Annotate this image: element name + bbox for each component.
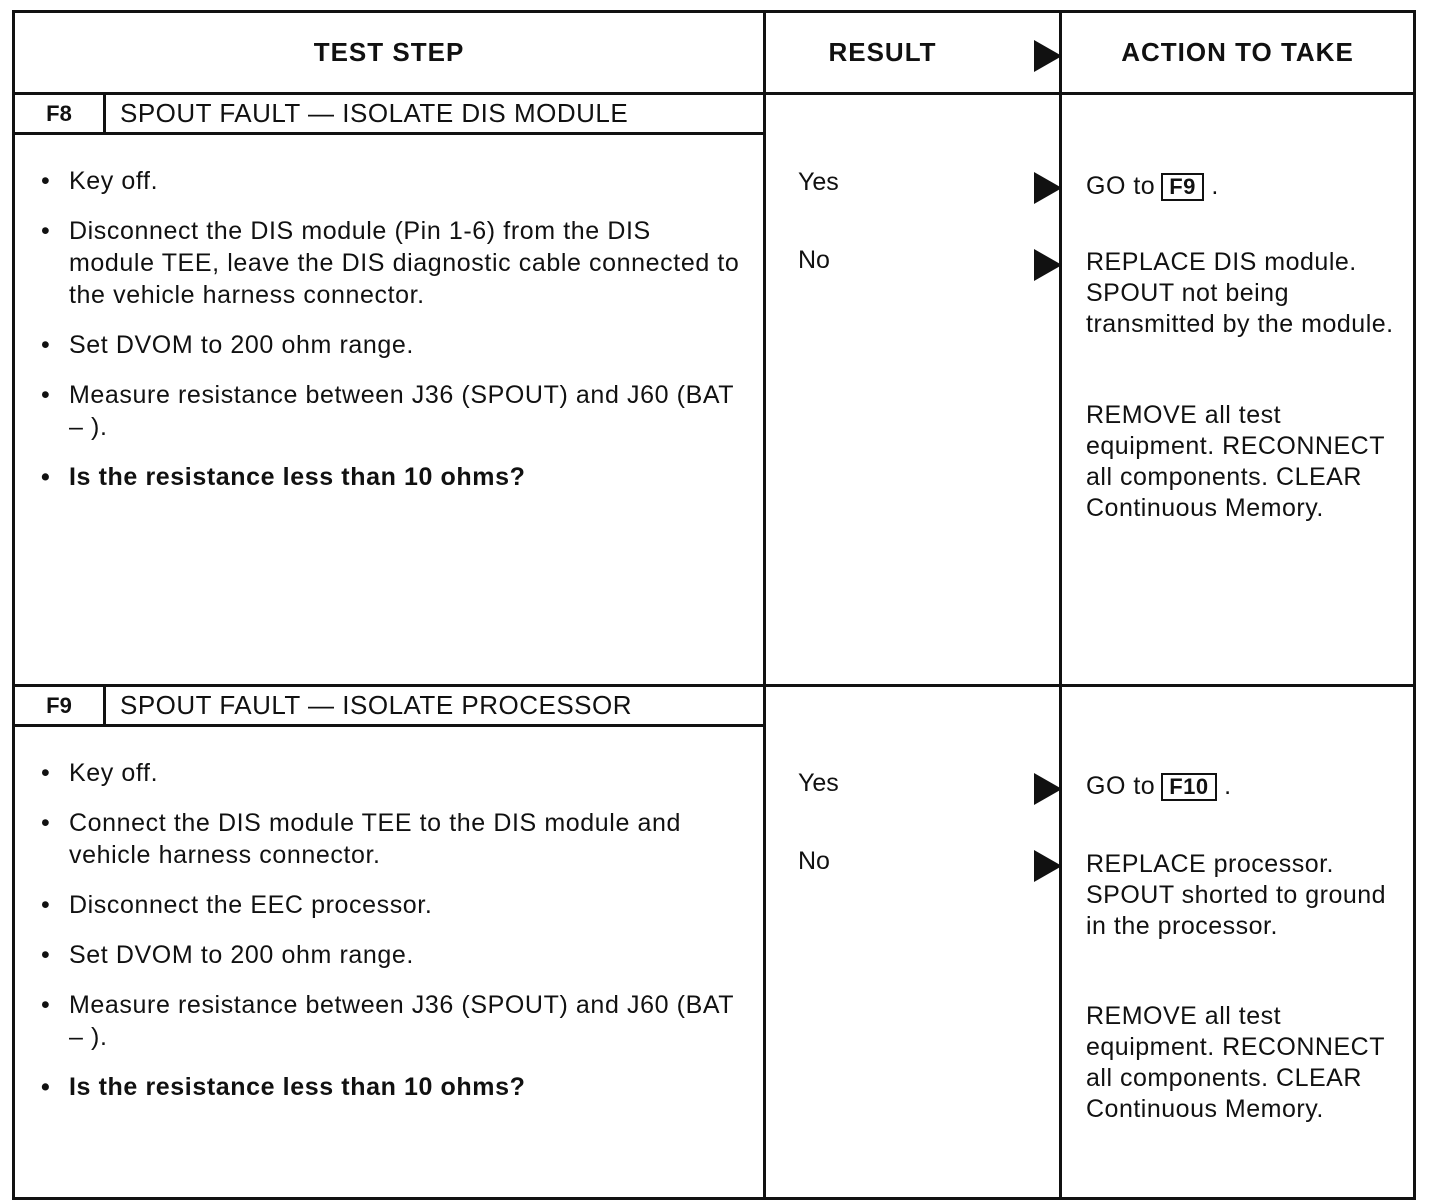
result-no: No [798, 847, 830, 875]
instruction-item: • Disconnect the DIS module (Pin 1-6) from the DIS module TEE, leave the DIS diagnostic cable connected to the vehicle harness connector. [41, 215, 741, 311]
result-no: No [798, 246, 830, 274]
arrow-right-icon [1034, 773, 1062, 805]
goto-step-link[interactable]: F10 [1161, 773, 1216, 801]
step-column [15, 95, 766, 684]
step-id: F8 [15, 95, 106, 132]
step-instructions [41, 757, 741, 1121]
action-no-cleanup: REMOVE all test equipment. RECONNECT all components. CLEAR Continuous Memory. [1086, 401, 1385, 522]
action-column [1062, 95, 1413, 684]
action-column [1062, 687, 1413, 1197]
step-title-row [15, 687, 766, 727]
action-no-replace: REPLACE DIS module. SPOUT not being transmitted by the module. [1086, 248, 1394, 338]
action-yes [1086, 171, 1406, 202]
instruction-item: • Measure resistance between J36 (SPOUT) and J60 (BAT – ). [41, 379, 741, 443]
action-no-replace: REPLACE processor. SPOUT shorted to ground in the processor. [1086, 850, 1387, 940]
header-result [766, 13, 1062, 95]
goto-step-link[interactable]: F9 [1161, 173, 1204, 201]
step-id: F9 [15, 687, 106, 724]
header-result-label: RESULT [828, 37, 937, 67]
step-title: SPOUT FAULT — ISOLATE PROCESSOR [120, 690, 633, 720]
step-block-f9 [15, 687, 1413, 1197]
result-yes: Yes [798, 168, 839, 196]
instruction-item: • Set DVOM to 200 ohm range. [41, 329, 741, 361]
instruction-item: • Set DVOM to 200 ohm range. [41, 939, 741, 971]
goto-prefix: GO to [1086, 172, 1156, 200]
goto-prefix: GO to [1086, 772, 1156, 800]
arrow-right-icon [1034, 172, 1062, 204]
arrow-right-icon [1034, 850, 1062, 882]
arrow-right-icon [1034, 40, 1062, 72]
goto-suffix: . [1224, 772, 1232, 800]
result-yes: Yes [798, 769, 839, 797]
result-column [766, 95, 1062, 684]
header-action [1062, 13, 1413, 95]
arrow-right-icon [1034, 249, 1062, 281]
goto-suffix: . [1211, 172, 1219, 200]
diagnostic-table [12, 10, 1416, 1200]
step-instructions [41, 165, 741, 511]
instruction-question: • Is the resistance less than 10 ohms? [41, 1071, 741, 1103]
instruction-item: • Key off. [41, 165, 741, 197]
instruction-item: • Key off. [41, 757, 741, 789]
header-action-label: ACTION TO TAKE [1121, 37, 1354, 67]
step-title-row [15, 95, 766, 135]
instruction-item: • Measure resistance between J36 (SPOUT) and J60 (BAT – ). [41, 989, 741, 1053]
instruction-item: • Connect the DIS module TEE to the DIS module and vehicle harness connector. [41, 807, 741, 871]
instruction-question: • Is the resistance less than 10 ohms? [41, 461, 741, 493]
step-title: SPOUT FAULT — ISOLATE DIS MODULE [120, 98, 629, 128]
step-block-f8 [15, 95, 1413, 687]
instruction-item: • Disconnect the EEC processor. [41, 889, 741, 921]
action-yes [1086, 771, 1406, 802]
action-no-cleanup: REMOVE all test equipment. RECONNECT all components. CLEAR Continuous Memory. [1086, 1002, 1385, 1123]
header-test-step [15, 13, 766, 95]
step-column [15, 687, 766, 1197]
result-column [766, 687, 1062, 1197]
header-test-step-label: TEST STEP [313, 37, 465, 67]
